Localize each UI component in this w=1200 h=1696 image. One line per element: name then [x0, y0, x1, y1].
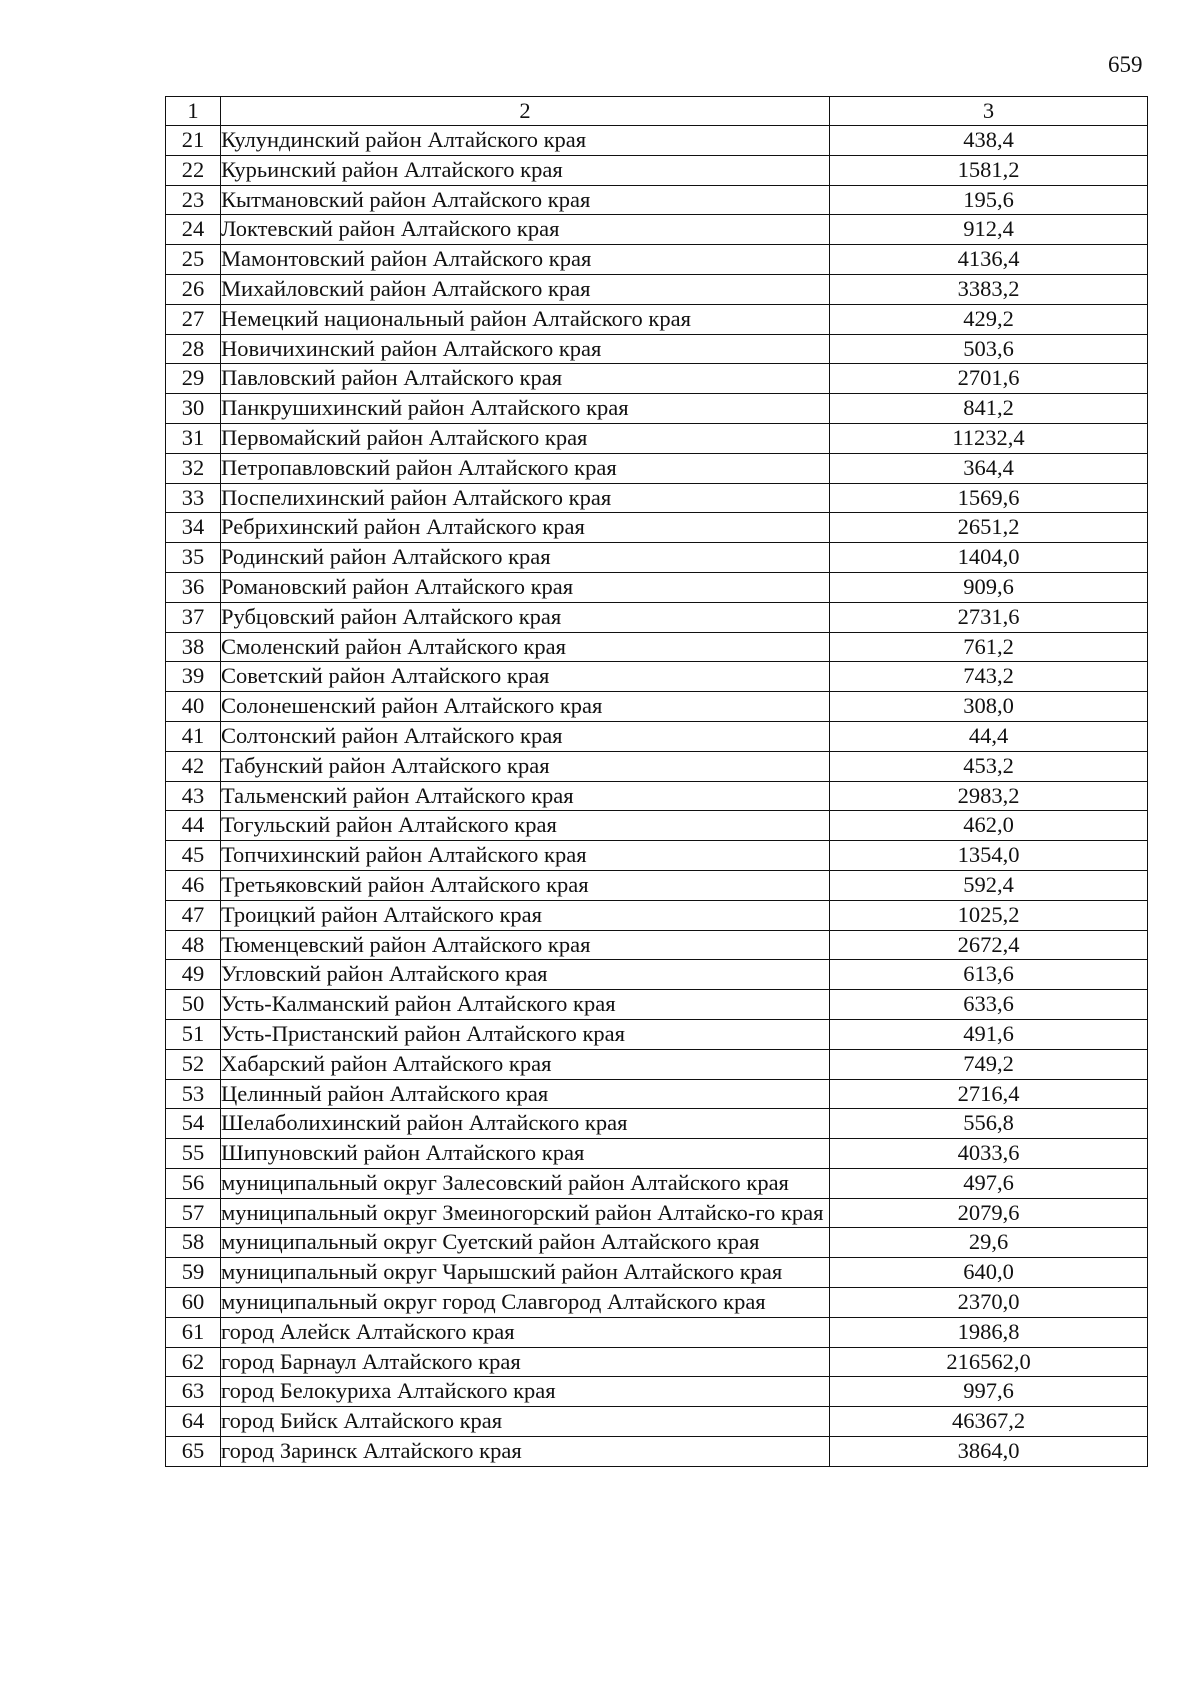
- row-number: 25: [166, 245, 221, 275]
- municipality-name: муниципальный округ Чарышский район Алтайского края: [221, 1258, 830, 1288]
- municipality-name: Родинский район Алтайского края: [221, 543, 830, 573]
- table-row: [166, 930, 1148, 960]
- row-number: 52: [166, 1049, 221, 1079]
- municipality-name: Топчихинский район Алтайского края: [221, 841, 830, 871]
- municipality-name: муниципальный округ Змеиногорский район Алтайско-го края: [221, 1198, 830, 1228]
- municipality-name: город Барнаул Алтайского края: [221, 1347, 830, 1377]
- municipality-name: Советский район Алтайского края: [221, 662, 830, 692]
- amount-value: 308,0: [830, 692, 1148, 722]
- amount-value: 2716,4: [830, 1079, 1148, 1109]
- municipality-name: Мамонтовский район Алтайского края: [221, 245, 830, 275]
- municipality-name: Тогульский район Алтайского края: [221, 811, 830, 841]
- table-row: [166, 1019, 1148, 1049]
- municipality-name: Панкрушихинский район Алтайского края: [221, 394, 830, 424]
- table-body: [166, 126, 1148, 1467]
- header-col-1: 1: [166, 97, 221, 126]
- table-row: [166, 394, 1148, 424]
- row-number: 22: [166, 155, 221, 185]
- amount-value: 29,6: [830, 1228, 1148, 1258]
- municipality-name: Михайловский район Алтайского края: [221, 274, 830, 304]
- municipality-name: Угловский район Алтайского края: [221, 960, 830, 990]
- amount-value: 216562,0: [830, 1347, 1148, 1377]
- municipality-name: муниципальный округ город Славгород Алтайского края: [221, 1288, 830, 1318]
- amount-value: 1354,0: [830, 841, 1148, 871]
- table-row: [166, 960, 1148, 990]
- table-row: [166, 1049, 1148, 1079]
- table-row: [166, 662, 1148, 692]
- row-number: 54: [166, 1109, 221, 1139]
- amount-value: 3383,2: [830, 274, 1148, 304]
- table-row: [166, 185, 1148, 215]
- row-number: 44: [166, 811, 221, 841]
- row-number: 39: [166, 662, 221, 692]
- row-number: 57: [166, 1198, 221, 1228]
- row-number: 21: [166, 126, 221, 156]
- row-number: 35: [166, 543, 221, 573]
- table-row: [166, 1347, 1148, 1377]
- table-row: [166, 245, 1148, 275]
- table-row: [166, 215, 1148, 245]
- row-number: 28: [166, 334, 221, 364]
- table-row: [166, 1377, 1148, 1407]
- table-row: [166, 781, 1148, 811]
- municipality-name: Курьинский район Алтайского края: [221, 155, 830, 185]
- municipality-name: город Бийск Алтайского края: [221, 1407, 830, 1437]
- amount-value: 912,4: [830, 215, 1148, 245]
- row-number: 53: [166, 1079, 221, 1109]
- municipality-name: Немецкий национальный район Алтайского края: [221, 304, 830, 334]
- table-row: [166, 274, 1148, 304]
- row-number: 31: [166, 423, 221, 453]
- amount-value: 503,6: [830, 334, 1148, 364]
- table-row: [166, 602, 1148, 632]
- amount-value: 2701,6: [830, 364, 1148, 394]
- row-number: 46: [166, 870, 221, 900]
- row-number: 40: [166, 692, 221, 722]
- amount-value: 1569,6: [830, 483, 1148, 513]
- amount-value: 3864,0: [830, 1437, 1148, 1467]
- table-row: [166, 841, 1148, 871]
- row-number: 23: [166, 185, 221, 215]
- row-number: 37: [166, 602, 221, 632]
- municipality-name: Романовский район Алтайского края: [221, 572, 830, 602]
- row-number: 27: [166, 304, 221, 334]
- data-table: [165, 96, 1148, 1467]
- municipality-name: Троицкий район Алтайского края: [221, 900, 830, 930]
- amount-value: 2370,0: [830, 1288, 1148, 1318]
- row-number: 65: [166, 1437, 221, 1467]
- row-number: 64: [166, 1407, 221, 1437]
- amount-value: 11232,4: [830, 423, 1148, 453]
- row-number: 41: [166, 721, 221, 751]
- municipality-name: Целинный район Алтайского края: [221, 1079, 830, 1109]
- row-number: 56: [166, 1168, 221, 1198]
- table-row: [166, 632, 1148, 662]
- amount-value: 2079,6: [830, 1198, 1148, 1228]
- municipality-name: Кулундинский район Алтайского края: [221, 126, 830, 156]
- municipality-name: Усть-Калманский район Алтайского края: [221, 990, 830, 1020]
- row-number: 42: [166, 751, 221, 781]
- row-number: 50: [166, 990, 221, 1020]
- table-row: [166, 1288, 1148, 1318]
- row-number: 48: [166, 930, 221, 960]
- amount-value: 2983,2: [830, 781, 1148, 811]
- table-row: [166, 513, 1148, 543]
- amount-value: 4136,4: [830, 245, 1148, 275]
- amount-value: 743,2: [830, 662, 1148, 692]
- table-row: [166, 483, 1148, 513]
- table-row: [166, 364, 1148, 394]
- table-row: [166, 1109, 1148, 1139]
- row-number: 47: [166, 900, 221, 930]
- row-number: 61: [166, 1317, 221, 1347]
- table-row: [166, 1139, 1148, 1169]
- amount-value: 491,6: [830, 1019, 1148, 1049]
- amount-value: 497,6: [830, 1168, 1148, 1198]
- row-number: 36: [166, 572, 221, 602]
- amount-value: 556,8: [830, 1109, 1148, 1139]
- table-row: [166, 811, 1148, 841]
- municipality-name: Шелаболихинский район Алтайского края: [221, 1109, 830, 1139]
- row-number: 63: [166, 1377, 221, 1407]
- amount-value: 364,4: [830, 453, 1148, 483]
- amount-value: 1581,2: [830, 155, 1148, 185]
- table-row: [166, 334, 1148, 364]
- table-row: [166, 1317, 1148, 1347]
- amount-value: 909,6: [830, 572, 1148, 602]
- municipality-name: муниципальный округ Залесовский район Алтайского края: [221, 1168, 830, 1198]
- municipality-name: Поспелихинский район Алтайского края: [221, 483, 830, 513]
- municipality-name: Локтевский район Алтайского края: [221, 215, 830, 245]
- amount-value: 613,6: [830, 960, 1148, 990]
- amount-value: 592,4: [830, 870, 1148, 900]
- table-row: [166, 1198, 1148, 1228]
- municipality-name: Третьяковский район Алтайского края: [221, 870, 830, 900]
- amount-value: 749,2: [830, 1049, 1148, 1079]
- table-row: [166, 692, 1148, 722]
- amount-value: 453,2: [830, 751, 1148, 781]
- table-row: [166, 423, 1148, 453]
- amount-value: 1986,8: [830, 1317, 1148, 1347]
- row-number: 51: [166, 1019, 221, 1049]
- municipality-name: Тальменский район Алтайского края: [221, 781, 830, 811]
- row-number: 29: [166, 364, 221, 394]
- row-number: 45: [166, 841, 221, 871]
- amount-value: 633,6: [830, 990, 1148, 1020]
- amount-value: 462,0: [830, 811, 1148, 841]
- header-row: [166, 97, 1148, 126]
- table-row: [166, 870, 1148, 900]
- header-col-3: 3: [830, 97, 1148, 126]
- amount-value: 841,2: [830, 394, 1148, 424]
- amount-value: 429,2: [830, 304, 1148, 334]
- amount-value: 997,6: [830, 1377, 1148, 1407]
- row-number: 38: [166, 632, 221, 662]
- table-row: [166, 1228, 1148, 1258]
- table-row: [166, 1258, 1148, 1288]
- table-row: [166, 304, 1148, 334]
- row-number: 26: [166, 274, 221, 304]
- amount-value: 438,4: [830, 126, 1148, 156]
- table-row: [166, 543, 1148, 573]
- table-row: [166, 126, 1148, 156]
- municipality-name: Усть-Пристанский район Алтайского края: [221, 1019, 830, 1049]
- amount-value: 2651,2: [830, 513, 1148, 543]
- table-row: [166, 721, 1148, 751]
- row-number: 34: [166, 513, 221, 543]
- amount-value: 195,6: [830, 185, 1148, 215]
- municipality-name: Первомайский район Алтайского края: [221, 423, 830, 453]
- amount-value: 1404,0: [830, 543, 1148, 573]
- municipality-name: Рубцовский район Алтайского края: [221, 602, 830, 632]
- row-number: 24: [166, 215, 221, 245]
- table-row: [166, 1407, 1148, 1437]
- table-row: [166, 1437, 1148, 1467]
- municipality-name: Шипуновский район Алтайского края: [221, 1139, 830, 1169]
- row-number: 59: [166, 1258, 221, 1288]
- municipality-name: Ребрихинский район Алтайского края: [221, 513, 830, 543]
- row-number: 43: [166, 781, 221, 811]
- row-number: 33: [166, 483, 221, 513]
- row-number: 58: [166, 1228, 221, 1258]
- municipality-name: Солтонский район Алтайского края: [221, 721, 830, 751]
- amount-value: 46367,2: [830, 1407, 1148, 1437]
- table-row: [166, 572, 1148, 602]
- municipality-name: Кытмановский район Алтайского края: [221, 185, 830, 215]
- municipality-name: город Алейск Алтайского края: [221, 1317, 830, 1347]
- municipality-name: Павловский район Алтайского края: [221, 364, 830, 394]
- amount-value: 1025,2: [830, 900, 1148, 930]
- amount-value: 44,4: [830, 721, 1148, 751]
- table-header: [166, 97, 1148, 126]
- table-row: [166, 990, 1148, 1020]
- municipality-name: Солонешенский район Алтайского края: [221, 692, 830, 722]
- page-number: 659: [1108, 52, 1143, 77]
- row-number: 49: [166, 960, 221, 990]
- municipality-name: город Заринск Алтайского края: [221, 1437, 830, 1467]
- table-row: [166, 900, 1148, 930]
- municipality-name: Смоленский район Алтайского края: [221, 632, 830, 662]
- municipality-name: Хабарский район Алтайского края: [221, 1049, 830, 1079]
- row-number: 32: [166, 453, 221, 483]
- amount-value: 2731,6: [830, 602, 1148, 632]
- table-row: [166, 453, 1148, 483]
- amount-value: 4033,6: [830, 1139, 1148, 1169]
- amount-value: 761,2: [830, 632, 1148, 662]
- table-row: [166, 1079, 1148, 1109]
- header-col-2: 2: [221, 97, 830, 126]
- row-number: 30: [166, 394, 221, 424]
- municipality-name: Тюменцевский район Алтайского края: [221, 930, 830, 960]
- amount-value: 2672,4: [830, 930, 1148, 960]
- row-number: 60: [166, 1288, 221, 1318]
- table-row: [166, 155, 1148, 185]
- amount-value: 640,0: [830, 1258, 1148, 1288]
- municipality-name: Петропавловский район Алтайского края: [221, 453, 830, 483]
- row-number: 62: [166, 1347, 221, 1377]
- table-row: [166, 1168, 1148, 1198]
- municipality-name: Новичихинский район Алтайского края: [221, 334, 830, 364]
- row-number: 55: [166, 1139, 221, 1169]
- municipality-name: город Белокуриха Алтайского края: [221, 1377, 830, 1407]
- municipality-name: Табунский район Алтайского края: [221, 751, 830, 781]
- table-row: [166, 751, 1148, 781]
- municipality-name: муниципальный округ Суетский район Алтайского края: [221, 1228, 830, 1258]
